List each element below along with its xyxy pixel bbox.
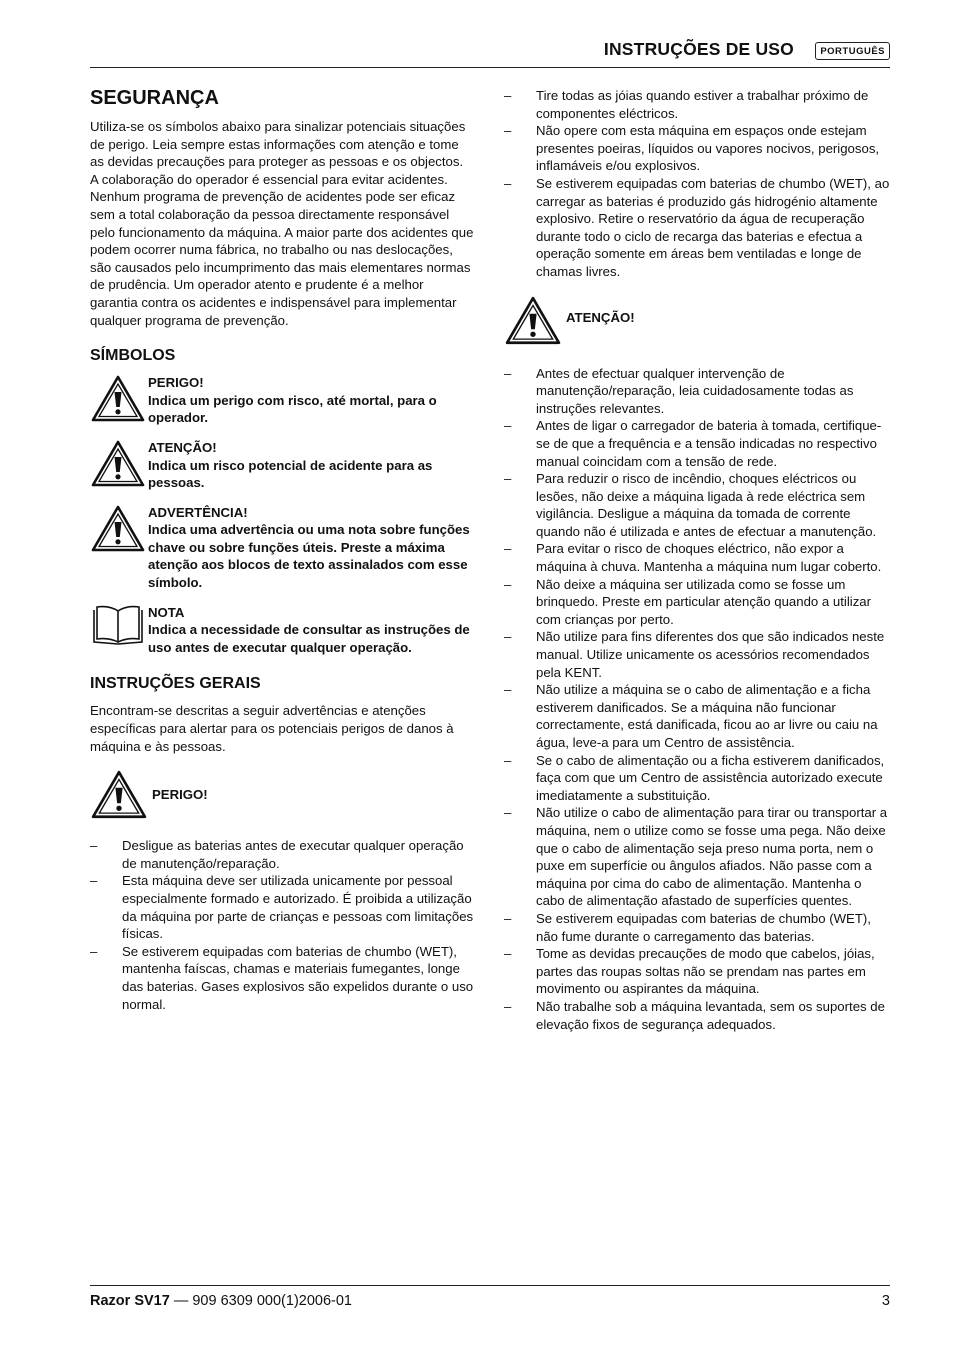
header-title: INSTRUÇÕES DE USO <box>603 39 794 59</box>
intro-paragraph-1: Utiliza-se os símbolos abaixo para sinalizar potenciais situações de perigo. Leia sempre estas informações com atenção e tome as devidas precauções para proteger as pessoas e os objectos. <box>90 119 466 170</box>
left-column <box>90 86 474 1013</box>
symbol-title: ATENÇÃO! <box>148 439 217 455</box>
section-heading-seguranca: SEGURANÇA <box>90 87 219 109</box>
symbol-text: Indica um risco potencial de acidente para as pessoas. <box>148 457 433 491</box>
warning-triangle-icon <box>90 374 146 424</box>
danger-list <box>90 837 474 1013</box>
list-item: – Se estiverem equipadas com baterias de chumbo (WET), mantenha faíscas, chamas e materiais fumegantes, longe das baterias. Gases explosivos são expelidos durante o uso normal. <box>90 943 474 1013</box>
list-item: – Esta máquina deve ser utilizada unicamente por pessoal especialmente formado e autorizado. É proibida a utilização da máquina por parte de crianças e pessoas com limitações físicas. <box>90 872 474 942</box>
general-instructions-heading: INSTRUÇÕES GERAIS <box>90 675 261 693</box>
list-item: – Se o cabo de alimentação ou a ficha estiverem danificados, faça com que um Centro de assistência autorizado execute imediatamente a substituição. <box>504 752 890 805</box>
attention-label: ATENÇÃO! <box>566 309 635 325</box>
symbol-note <box>90 604 474 657</box>
footer-model: Razor SV17 <box>90 1293 170 1309</box>
symbols-heading: SÍMBOLOS <box>90 347 176 365</box>
list-item: – Não utilize para fins diferentes dos que são indicados neste manual. Utilize unicamente os acessórios recomendados pela KENT. <box>504 628 890 681</box>
list-item: – Antes de ligar o carregador de bateria à tomada, certifique-se de que a frequência e a tensão indicadas no respectivo manual coincidam com a tensão de rede. <box>504 417 890 470</box>
open-book-icon <box>90 604 146 648</box>
intro-paragraph-2: A colaboração do operador é essencial para evitar acidentes. Nenhum programa de prevenção de acidentes pode ser eficaz sem a total colaboração da pessoa directamente responsável pelo funcionamento da máquina. A maior parte dos acidentes que podem ocorrer numa fábrica, no trabalho ou nas deslocações, são causados pelo incumprimento das mais elementares normas de prudência. Um operador atento e prudente é a melhor garantia contra os acidentes e indispensável para implementar qualquer programa de prevenção. <box>90 171 474 328</box>
list-item: – Não utilize a máquina se o cabo de alimentação e a ficha estiverem danificados. Se a máquina não funcionar correctamente, está danificada, ficou ao ar livre ou caiu na água, leve-a para um Centro de assistência. <box>504 681 890 751</box>
list-item: – Não deixe a máquina ser utilizada como se fosse um brinquedo. Preste em particular atenção quando a utilizar com crianças por perto. <box>504 576 890 629</box>
list-item: – Não opere com esta máquina em espaços onde estejam presentes poeiras, líquidos ou vapores nocivos, perigosos, inflamáveis e/ou explosivos. <box>504 122 890 175</box>
danger-label: PERIGO! <box>152 787 208 803</box>
list-item: – Desligue as baterias antes de executar qualquer operação de manutenção/reparação. <box>90 837 474 872</box>
danger-list-continued <box>504 87 890 281</box>
symbol-text: Indica a necessidade de consultar as instruções de uso antes de executar qualquer operação. <box>148 622 470 655</box>
list-item: – Tire todas as jóias quando estiver a trabalhar próximo de componentes eléctricos. <box>504 87 890 122</box>
symbol-danger <box>90 374 474 427</box>
symbol-title: ADVERTÊNCIA! <box>148 504 248 520</box>
list-item: – Se estiverem equipadas com baterias de chumbo (WET), não fume durante o carregamento das baterias. <box>504 910 890 945</box>
attention-list <box>504 365 890 1034</box>
symbol-text: Indica um perigo com risco, até mortal, para o operador. <box>148 392 437 426</box>
symbol-warning <box>90 504 474 592</box>
language-badge: PORTUGUÊS <box>815 42 890 60</box>
list-item: – Não utilize o cabo de alimentação para tirar ou transportar a máquina, nem o utilize como se fosse uma pega. Não deixe que o cabo de alimentação seja preso numa porta, nem o puxe em superfície ou ângulos afiados. Não passe com a máquina por cima do cabo de alimentação. Mantenha o cabo de alimentação afastado de superfícies quentes. <box>504 804 890 910</box>
warning-triangle-icon <box>90 439 146 489</box>
footer-doc-code: — 909 6309 000(1)2006-01 <box>169 1293 352 1309</box>
symbol-text: Indica uma advertência ou uma nota sobre funções chave ou sobre funções úteis. Preste a máxima atenção aos blocos de texto assinalados com esse símbolo. <box>148 522 470 591</box>
warning-triangle-icon <box>90 769 148 821</box>
right-column <box>504 87 890 1033</box>
list-item: – Se estiverem equipadas com baterias de chumbo (WET), ao carregar as baterias é produzido gás hidrogénio altamente explosivo. Retire o reservatório da água de recuperação durante todo o ciclo de recarga das baterias e efectua a operação somente em áreas bem ventiladas e longe de chamas livres. <box>504 175 890 281</box>
page-header <box>90 40 890 68</box>
list-item: – Antes de efectuar qualquer intervenção de manutenção/reparação, leia cuidadosamente todas as instruções relevantes. <box>504 365 890 418</box>
danger-block <box>90 769 474 821</box>
page-footer <box>90 1285 890 1310</box>
warning-triangle-icon <box>504 295 562 347</box>
symbol-title: PERIGO! <box>148 375 204 391</box>
attention-block <box>504 295 890 347</box>
general-intro: Encontram-se descritas a seguir advertências e atenções específicas para alertar para os potenciais perigos de danos à máquina e às pessoas. <box>90 703 454 754</box>
list-item: – Para evitar o risco de choques eléctrico, não expor a máquina à chuva. Mantenha a máquina num lugar coberto. <box>504 540 890 575</box>
page-number: 3 <box>881 1293 890 1309</box>
warning-triangle-icon <box>90 504 146 554</box>
symbol-title: NOTA <box>148 604 185 620</box>
list-item: – Tome as devidas precauções de modo que cabelos, jóias, partes das roupas soltas não se prendam nas partes em movimento ou aspirantes da máquina. <box>504 945 890 998</box>
list-item: – Para reduzir o risco de incêndio, choques eléctricos ou lesões, não deixe a máquina ligada à rede eléctrica sem vigilância. Desligue a máquina da tomada de corrente quando não é utilizada e antes de efectuar a manutenção. <box>504 470 890 540</box>
list-item: – Não trabalhe sob a máquina levantada, sem os suportes de elevação fixos de segurança adequados. <box>504 998 890 1033</box>
symbol-attention <box>90 439 474 492</box>
